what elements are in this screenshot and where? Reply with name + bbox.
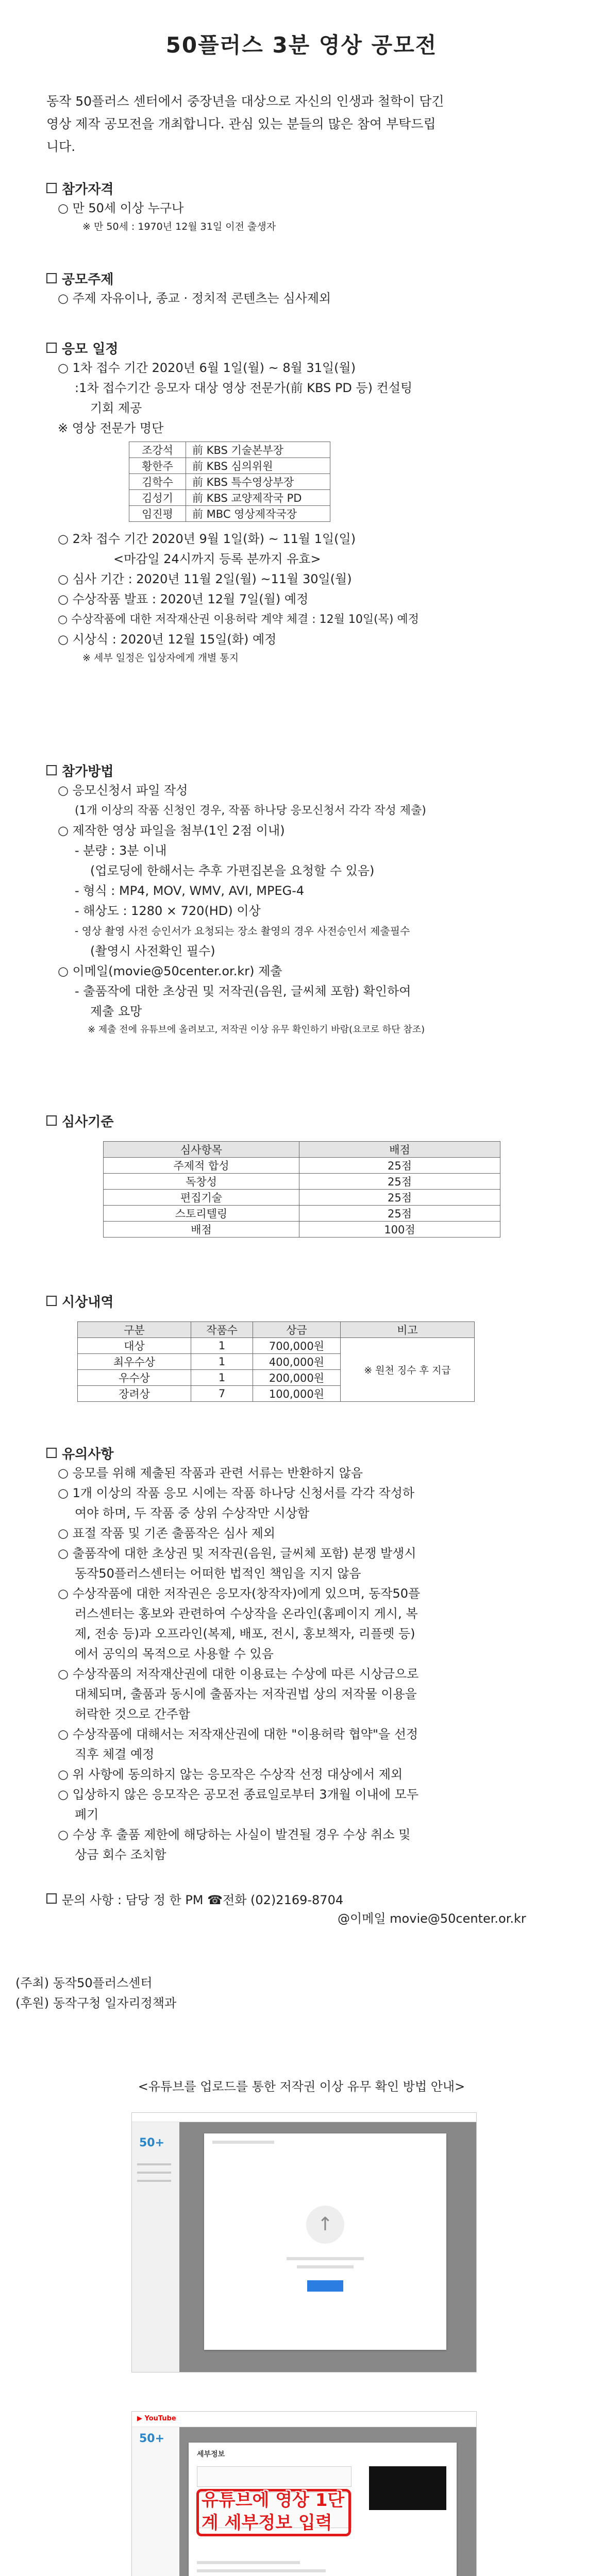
caution-line: 여야 하며, 두 작품 중 상위 수상작만 시상함 — [75, 1506, 310, 1520]
checkbox-square-icon — [46, 273, 57, 283]
contact-line — [46, 1888, 562, 1909]
intro — [46, 90, 562, 158]
schedule-ceremony: ○ 시상식 : 2020년 12월 15일(화) 예정 — [58, 632, 277, 647]
caution-line: ○ 위 사항에 동의하지 않는 응모작은 수상작 선정 대상에서 제외 — [58, 1767, 403, 1782]
column-header: 비고 — [341, 1322, 475, 1338]
cautions-heading: 유의사항 — [62, 1446, 114, 1462]
youtube-bar — [132, 2412, 476, 2427]
method-line: - 분량 : 3분 이내 — [75, 843, 167, 858]
criteria-total-label: 배점 — [104, 1222, 299, 1238]
host-text: (주최) 동작50플러스센터 — [15, 1976, 153, 1990]
award-count: 7 — [191, 1386, 253, 1402]
award-name: 우수상 — [78, 1370, 191, 1386]
screenshot-upload — [131, 2112, 477, 2372]
method-line: ○ 응모신청서 파일 작성 — [58, 783, 188, 798]
eligibility-section — [46, 178, 562, 235]
eligibility-heading: 참가자격 — [62, 181, 114, 197]
contact-section — [46, 1888, 562, 1929]
awards-table — [77, 1321, 475, 1402]
table-row — [129, 474, 330, 490]
theme-heading: 공모주제 — [62, 272, 114, 287]
criteria-heading: 심사기준 — [62, 1114, 114, 1130]
expert-name: 김학수 — [129, 474, 186, 490]
award-name: 최우수상 — [78, 1354, 191, 1370]
schedule-winners: ○ 수상작품 발표 : 2020년 12월 7일(월) 예정 — [58, 592, 309, 606]
sponsor-text: (후원) 동작구청 일자리정책과 — [15, 1996, 177, 2010]
method-section — [46, 760, 562, 1038]
schedule-round2-sub: <마감일 24시까지 등록 분까지 유효> — [113, 552, 321, 566]
expert-name: 황한주 — [129, 458, 186, 474]
modal-text-line — [287, 2257, 364, 2260]
caution-line: ○ 응모를 위해 제출된 작품과 관련 서류는 반환하지 않음 — [58, 1466, 363, 1480]
expert-role: 前 MBC 영상제작국장 — [186, 506, 330, 522]
caution-line: 제, 전송 등)과 오프라인(복제, 배포, 전시, 홍보책자, 리플렛 등) — [75, 1626, 415, 1641]
table-header-row — [104, 1142, 500, 1158]
expert-table — [129, 442, 330, 522]
method-line: (촬영시 사전확인 필수) — [90, 944, 215, 958]
caution-line: 폐기 — [75, 1807, 99, 1822]
intro-line: 동작 50플러스 센터에서 중장년을 대상으로 자신의 인생과 철학이 담긴 — [46, 94, 444, 109]
column-header: 상금 — [253, 1322, 341, 1338]
criteria-total: 100점 — [299, 1222, 500, 1238]
table-row — [78, 1338, 475, 1354]
section-heading — [46, 268, 562, 289]
eligibility-note: ※ 만 50세 : 1970년 12월 31일 이전 출생자 — [82, 221, 276, 232]
table-row — [104, 1222, 500, 1238]
award-prize: 100,000원 — [253, 1386, 341, 1402]
schedule-contract: ○ 수상작품에 대한 저작재산권 이용허락 계약 체결 : 12월 10일(목) 예정 — [58, 613, 419, 626]
theme-item: ○ 주제 자유이나, 종교 · 정치적 콘텐츠는 심사제외 — [58, 291, 331, 306]
section-heading — [46, 1291, 562, 1311]
method-line: 제출 요망 — [90, 1004, 142, 1019]
checkbox-square-icon — [46, 1115, 57, 1126]
table-row — [104, 1206, 500, 1222]
column-header: 작품수 — [191, 1322, 253, 1338]
column-header: 구분 — [78, 1322, 191, 1338]
caution-line: ○ 1개 이상의 작품 응모 시에는 작품 하나당 신청서를 각각 작성하 — [58, 1486, 415, 1500]
criteria-section — [46, 1110, 562, 1238]
video-thumbnail — [369, 2466, 446, 2510]
organizers — [15, 1973, 531, 2013]
select-file-button[interactable] — [307, 2280, 343, 2292]
caution-line: 동작50플러스센터는 어떠한 법적인 책임을 지지 않음 — [75, 1566, 361, 1581]
step1-annotation: 유튜브에 영상 1단계 세부정보 입력 — [202, 2490, 345, 2533]
browser-bar — [132, 2113, 476, 2122]
table-row — [104, 1158, 500, 1174]
award-count: 1 — [191, 1354, 253, 1370]
expert-name: 조강석 — [129, 442, 186, 458]
schedule-ceremony-note: ※ 세부 일정은 입상자에게 개별 통지 — [82, 652, 239, 664]
table-row — [104, 1190, 500, 1206]
section-heading — [46, 178, 562, 198]
caution-line: 러스센터는 홍보와 관련하여 수상작을 온라인(홈페이지 게시, 복 — [75, 1606, 418, 1621]
eligibility-item: ○ 만 50세 이상 누구나 — [58, 201, 184, 215]
criteria-item: 독창성 — [104, 1174, 299, 1190]
award-note: ※ 원천 징수 후 지급 — [341, 1338, 475, 1402]
schedule-round1-sub: :1차 접수기간 응모자 대상 영상 전문가(前 KBS PD 등) 컨설팅 — [75, 381, 413, 395]
method-line: - 영상 촬영 사전 승인서가 요청되는 장소 촬영의 경우 사전승인서 제출필수 — [75, 925, 410, 937]
caution-line: 직후 체결 예정 — [75, 1747, 155, 1761]
theme-section — [46, 268, 562, 309]
checkbox-square-icon — [46, 343, 57, 353]
section-heading — [46, 760, 562, 781]
award-prize: 200,000원 — [253, 1370, 341, 1386]
checkbox-square-icon — [46, 1296, 57, 1306]
method-heading: 참가방법 — [62, 764, 114, 779]
award-prize: 400,000원 — [253, 1354, 341, 1370]
caution-line: ○ 출품작에 대한 초상권 및 저작권(음원, 글씨체 포함) 분쟁 발생시 — [58, 1546, 416, 1561]
intro-line: 영상 제작 공모전을 개최합니다. 관심 있는 분들의 많은 참여 부탁드립 — [46, 116, 436, 131]
method-line: - 출품작에 대한 초상권 및 저작권(음원, 글씨체 포함) 확인하여 — [75, 984, 411, 998]
schedule-round1-sub: 기회 제공 — [90, 401, 142, 415]
expert-role: 前 KBS 교양제작국 PD — [186, 490, 330, 506]
criteria-item: 스토리텔링 — [104, 1206, 299, 1222]
expert-role: 前 KBS 심의위원 — [186, 458, 330, 474]
logo: 50+ — [139, 2432, 165, 2445]
sidebar-line — [137, 2163, 171, 2165]
column-header: 심사항목 — [104, 1142, 299, 1158]
method-line: - 해상도 : 1280 × 720(HD) 이상 — [75, 904, 261, 918]
caution-line: 상금 회수 조치함 — [75, 1848, 166, 1862]
logo: 50+ — [139, 2137, 165, 2149]
criteria-score: 25점 — [299, 1174, 500, 1190]
caution-line: ○ 수상작품에 대해서는 저작재산권에 대한 "이용허락 협약"을 선정 — [58, 1727, 418, 1741]
caution-line: 에서 공익의 목적으로 사용할 수 있음 — [75, 1647, 274, 1661]
modal-title-line — [212, 2141, 274, 2144]
criteria-table — [103, 1141, 500, 1238]
expert-name: 김성기 — [129, 490, 186, 506]
table-row — [129, 506, 330, 522]
sidebar-line — [137, 2172, 171, 2174]
expert-role: 前 KBS 특수영상부장 — [186, 474, 330, 490]
criteria-score: 25점 — [299, 1206, 500, 1222]
page-title: 50플러스 3분 영상 공모전 — [165, 32, 438, 58]
award-count: 1 — [191, 1370, 253, 1386]
method-line: (1개 이상의 작품 신청인 경우, 작품 하나당 응모신청서 각각 작성 제출) — [75, 804, 426, 817]
schedule-heading: 응모 일정 — [62, 341, 119, 357]
awards-heading: 시상내역 — [62, 1294, 114, 1310]
column-header: 배점 — [299, 1142, 500, 1158]
contact-text: 문의 사항 : 담당 정 한 PM ☎전화 (02)2169-8704 — [62, 1892, 344, 1907]
criteria-item: 주제적 합성 — [104, 1158, 299, 1174]
method-line: ○ 이메일(movie@50center.or.kr) 제출 — [58, 964, 282, 978]
checkbox-square-icon — [46, 765, 57, 775]
contact-email: @이메일 movie@50center.or.kr — [338, 1911, 526, 1926]
checkbox-square-icon — [46, 1448, 57, 1458]
intro-line: 니다. — [46, 139, 76, 154]
award-prize: 700,000원 — [253, 1338, 341, 1354]
method-line: - 형식 : MP4, MOV, WMV, AVI, MPEG-4 — [75, 884, 305, 898]
section-heading — [46, 1110, 562, 1131]
youtube-logo-icon: ▶ YouTube — [137, 2415, 176, 2422]
caution-line: ○ 표절 작품 및 기존 출품작은 심사 제외 — [58, 1526, 276, 1540]
criteria-score: 25점 — [299, 1158, 500, 1174]
cautions-section — [46, 1443, 562, 1865]
title-input[interactable] — [197, 2466, 351, 2487]
awards-section — [46, 1291, 562, 1402]
section-heading — [46, 337, 562, 358]
caution-line: ○ 수상작품의 저작재산권에 대한 이용료는 수상에 따른 시상금으로 — [58, 1667, 419, 1681]
screenshot-details — [131, 2411, 477, 2576]
modal-text-line — [297, 2265, 354, 2268]
award-count: 1 — [191, 1338, 253, 1354]
caution-line: 허락한 것으로 간주함 — [75, 1707, 190, 1721]
table-header-row — [78, 1322, 475, 1338]
award-name: 장려상 — [78, 1386, 191, 1402]
criteria-item: 편집기술 — [104, 1190, 299, 1206]
modal-text-line — [197, 2561, 300, 2564]
guide-caption: <유튜브를 업로드를 통한 저작권 이상 유무 확인 방법 안내> — [138, 2079, 465, 2094]
section-heading — [46, 1443, 562, 1463]
method-line: (업로딩에 한해서는 추후 가편집본을 요청할 수 있음) — [90, 863, 375, 878]
method-line: ○ 제작한 영상 파일을 첨부(1인 2점 이내) — [58, 823, 285, 838]
caution-line: ○ 수상작품에 대한 저작권은 응모자(창작자)에게 있으며, 동작50플 — [58, 1586, 421, 1601]
checkbox-square-icon — [46, 183, 57, 193]
table-row — [129, 490, 330, 506]
schedule-judging: ○ 심사 기간 : 2020년 11월 2일(월) ~11월 30일(월) — [58, 572, 352, 586]
modal-text-line — [197, 2569, 326, 2572]
method-note: ※ 제출 전에 유튜브에 올려보고, 저작권 이상 유무 확인하기 바람(요코로 하단 참조) — [88, 1024, 425, 1035]
caution-line: 대체되며, 출품과 동시에 출품자는 저작권법 상의 저작물 이용을 — [75, 1687, 417, 1701]
upload-arrow-icon: ↑ — [306, 2206, 344, 2244]
table-row — [129, 442, 330, 458]
expert-role: 前 KBS 기술본부장 — [186, 442, 330, 458]
upload-modal — [204, 2133, 446, 2350]
table-row — [129, 458, 330, 474]
award-name: 대상 — [78, 1338, 191, 1354]
details-title: 세부정보 — [197, 2450, 225, 2459]
caution-line: ○ 수상 후 출품 제한에 해당하는 사실이 발견될 경우 수상 취소 및 — [58, 1827, 411, 1842]
schedule-round1: ○ 1차 접수 기간 2020년 6월 1일(월) ~ 8월 31일(월) — [58, 361, 356, 375]
expert-label: ※ 영상 전문가 명단 — [58, 421, 164, 435]
expert-name: 임진평 — [129, 506, 186, 522]
sidebar — [132, 2427, 179, 2576]
criteria-score: 25점 — [299, 1190, 500, 1206]
schedule-round2: ○ 2차 접수 기간 2020년 9월 1일(화) ~ 11월 1일(일) — [58, 532, 356, 546]
sidebar — [132, 2122, 179, 2372]
caution-line: ○ 입상하지 않은 응모작은 공모전 종료일로부터 3개월 이내에 모두 — [58, 1787, 419, 1802]
table-row — [104, 1174, 500, 1190]
sidebar-line — [137, 2180, 171, 2182]
schedule-section — [46, 337, 562, 666]
checkbox-square-icon — [46, 1893, 57, 1904]
